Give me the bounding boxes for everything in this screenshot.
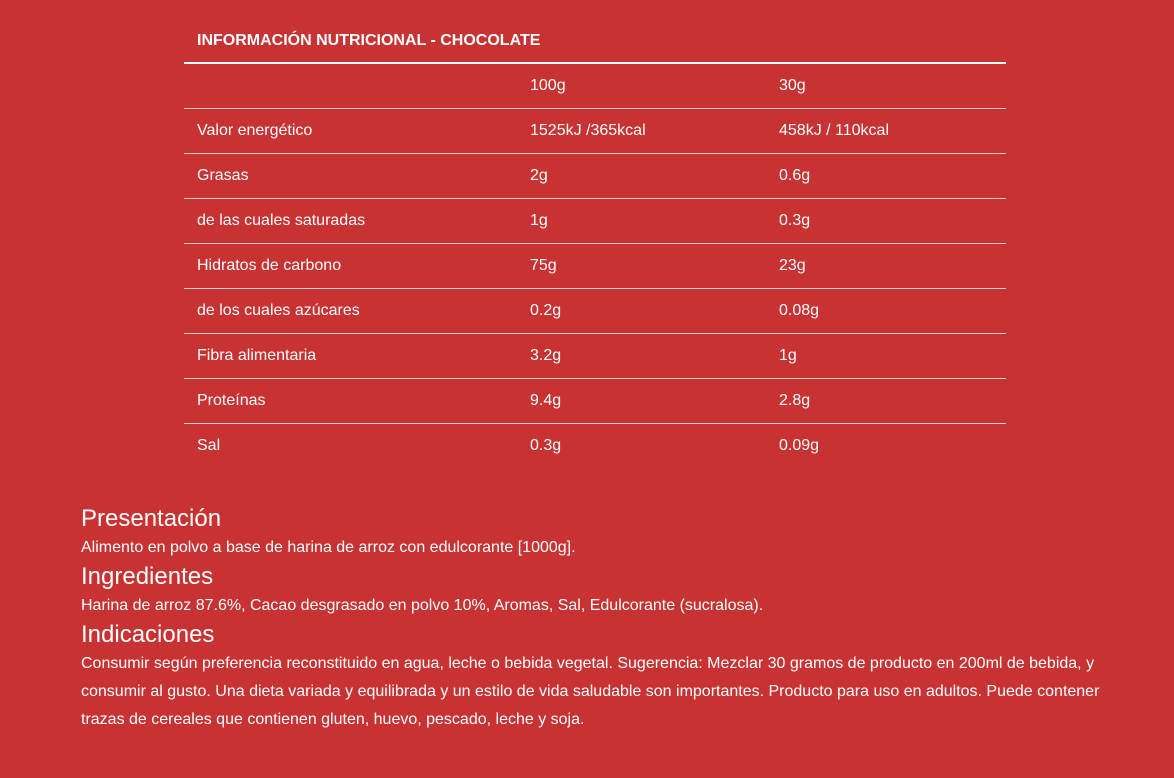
table-row [184, 109, 1006, 154]
value-per-30g: 0.3g [766, 199, 1006, 244]
nutrient-name: de las cuales saturadas [184, 199, 517, 244]
nutrient-name: Fibra alimentaria [184, 334, 517, 379]
value-per-30g: 0.09g [779, 437, 820, 454]
table-row [184, 199, 1006, 244]
table-row [184, 154, 1006, 199]
directions-text: Consumir según preferencia reconstituido en agua, leche o bebida vegetal. Sugerencia: Mezclar 30 gramos de producto en 200ml de bebida, y consumir al gusto. Una dieta variada y equilibrada y un estilo de vida saludable son importantes. Producto para uso en adultos. Puede contener trazas de cereales que contienen gluten, huevo, pescado, leche y soja. [81, 655, 1100, 728]
table-row [184, 289, 1006, 334]
nutrient-name: Sal [197, 437, 221, 454]
value-per-30g: 1g [766, 334, 1006, 379]
table-row [184, 334, 1006, 379]
directions-heading: Indicaciones [81, 621, 215, 648]
value-per-100g: 9.4g [517, 379, 766, 424]
value-per-30g: 0.6g [766, 154, 1006, 199]
value-per-30g: 458kJ / 110kcal [766, 109, 1006, 154]
value-per-30g: 0.08g [766, 289, 1006, 334]
value-per-30g: 23g [766, 244, 1006, 289]
nutrient-name: Proteínas [184, 379, 517, 424]
nutrient-name: de los cuales azúcares [184, 289, 517, 334]
table-row [184, 424, 1006, 469]
value-per-100g: 0.2g [517, 289, 766, 334]
nutrition-table-section [184, 18, 1006, 468]
table-header-cell: 100g [517, 64, 766, 109]
value-per-100g: 3.2g [517, 334, 766, 379]
value-per-30g: 2.8g [766, 379, 1006, 424]
value-per-100g: 0.3g [530, 437, 562, 454]
table-row [184, 379, 1006, 424]
value-per-100g: 2g [517, 154, 766, 199]
nutrient-name: Hidratos de carbono [184, 244, 517, 289]
nutrient-name: Grasas [184, 154, 517, 199]
product-info-section [81, 504, 1121, 734]
value-per-100g: 75g [517, 244, 766, 289]
nutrition-table [184, 64, 1006, 468]
value-per-100g: 1g [517, 199, 766, 244]
nutrient-name: Valor energético [184, 109, 517, 154]
table-header-cell: 30g [766, 64, 1006, 109]
nutrition-table-title: INFORMACIÓN NUTRICIONAL - CHOCOLATE [184, 18, 1006, 64]
table-row [184, 244, 1006, 289]
ingredients-text: Harina de arroz 87.6%, Cacao desgrasado en polvo 10%, Aromas, Sal, Edulcorante (sucralosa). [81, 597, 764, 614]
value-per-100g: 1525kJ /365kcal [517, 109, 766, 154]
presentation-text: Alimento en polvo a base de harina de arroz con edulcorante [1000g]. [81, 539, 576, 556]
presentation-heading: Presentación [81, 505, 222, 532]
ingredients-heading: Ingredientes [81, 563, 214, 590]
table-header-row [184, 64, 1006, 109]
table-header-cell [184, 64, 517, 109]
